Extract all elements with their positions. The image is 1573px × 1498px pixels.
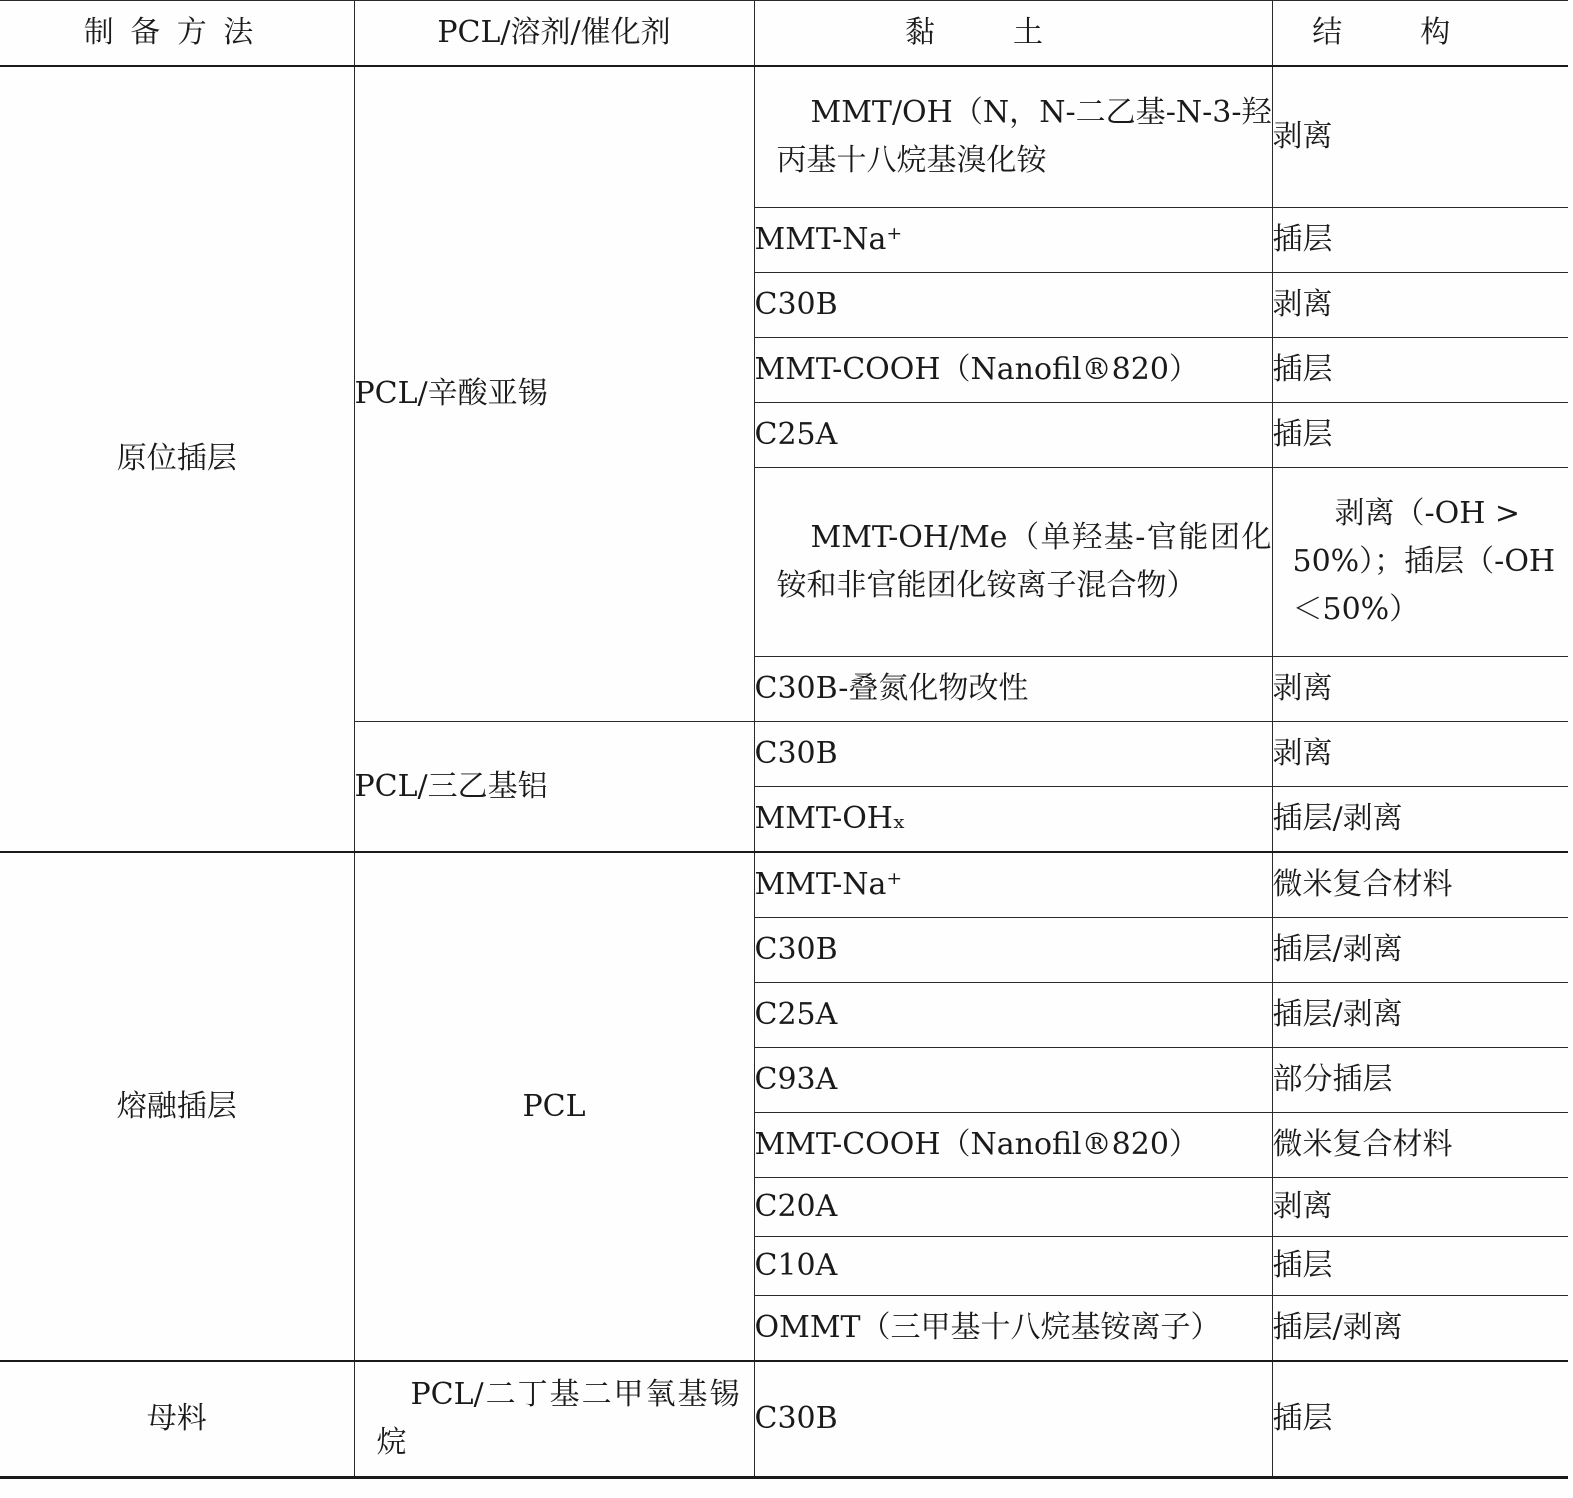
header-structure: 结构 bbox=[1272, 1, 1568, 67]
method-cell: 熔融插层 bbox=[0, 852, 354, 1361]
structure-cell: 剥离（-OH > 50%）；插层（-OH＜50%） bbox=[1272, 468, 1568, 657]
solvent-cell: PCL bbox=[354, 852, 754, 1361]
table-row bbox=[0, 1361, 1568, 1477]
solvent-cell: PCL/辛酸亚锡 bbox=[354, 66, 754, 722]
clay-cell: MMT-OHₓ bbox=[754, 787, 1272, 853]
clay-cell: OMMT（三甲基十八烷基铵离子） bbox=[754, 1296, 1272, 1362]
structure-cell: 部分插层 bbox=[1272, 1048, 1568, 1113]
table-row bbox=[0, 66, 1568, 208]
solvent-cell: PCL/三乙基铝 bbox=[354, 722, 754, 853]
clay-cell: C10A bbox=[754, 1237, 1272, 1296]
method-cell: 母料 bbox=[0, 1361, 354, 1477]
clay-cell: MMT-COOH（Nanofil®820） bbox=[754, 338, 1272, 403]
clay-cell: MMT/OH（N，N-二乙基-N-3-羟丙基十八烷基溴化铵 bbox=[754, 66, 1272, 208]
clay-cell: C30B bbox=[754, 722, 1272, 787]
structure-cell: 插层 bbox=[1272, 338, 1568, 403]
clay-cell: C20A bbox=[754, 1178, 1272, 1237]
structure-cell: 微米复合材料 bbox=[1272, 1113, 1568, 1178]
group-in-situ bbox=[0, 66, 1568, 852]
method-cell: 原位插层 bbox=[0, 66, 354, 852]
structure-cell: 插层/剥离 bbox=[1272, 983, 1568, 1048]
clay-cell: MMT-Na⁺ bbox=[754, 208, 1272, 273]
table-row bbox=[0, 852, 1568, 918]
structure-cell: 插层 bbox=[1272, 208, 1568, 273]
clay-cell: MMT-Na⁺ bbox=[754, 852, 1272, 918]
structure-cell: 插层/剥离 bbox=[1272, 918, 1568, 983]
structure-cell: 插层/剥离 bbox=[1272, 1296, 1568, 1362]
structure-cell: 插层 bbox=[1272, 403, 1568, 468]
structure-cell: 微米复合材料 bbox=[1272, 852, 1568, 918]
clay-cell: C30B bbox=[754, 1361, 1272, 1477]
structure-cell: 剥离 bbox=[1272, 66, 1568, 208]
structure-cell: 插层 bbox=[1272, 1361, 1568, 1477]
clay-cell: C30B bbox=[754, 918, 1272, 983]
clay-cell: C30B-叠氮化物改性 bbox=[754, 657, 1272, 722]
group-masterbatch bbox=[0, 1361, 1568, 1477]
clay-cell: C25A bbox=[754, 983, 1272, 1048]
clay-cell: C30B bbox=[754, 273, 1272, 338]
group-melt bbox=[0, 852, 1568, 1361]
structure-cell: 剥离 bbox=[1272, 722, 1568, 787]
clay-cell: MMT-COOH（Nanofil®820） bbox=[754, 1113, 1272, 1178]
structure-cell: 剥离 bbox=[1272, 273, 1568, 338]
structure-cell: 插层 bbox=[1272, 1237, 1568, 1296]
structure-cell: 剥离 bbox=[1272, 1178, 1568, 1237]
header-method: 制备方法 bbox=[0, 1, 354, 67]
header-row bbox=[0, 1, 1568, 67]
structure-cell: 插层/剥离 bbox=[1272, 787, 1568, 853]
solvent-cell: PCL/二丁基二甲氧基锡烷 bbox=[354, 1361, 754, 1477]
clay-cell: C25A bbox=[754, 403, 1272, 468]
clay-cell: MMT-OH/Me（单羟基-官能团化铵和非官能团化铵离子混合物） bbox=[754, 468, 1272, 657]
header-solvent: PCL/溶剂/催化剂 bbox=[354, 1, 754, 67]
structure-cell: 剥离 bbox=[1272, 657, 1568, 722]
clay-cell: C93A bbox=[754, 1048, 1272, 1113]
table-header bbox=[0, 1, 1568, 67]
header-clay: 黏土 bbox=[754, 1, 1272, 67]
